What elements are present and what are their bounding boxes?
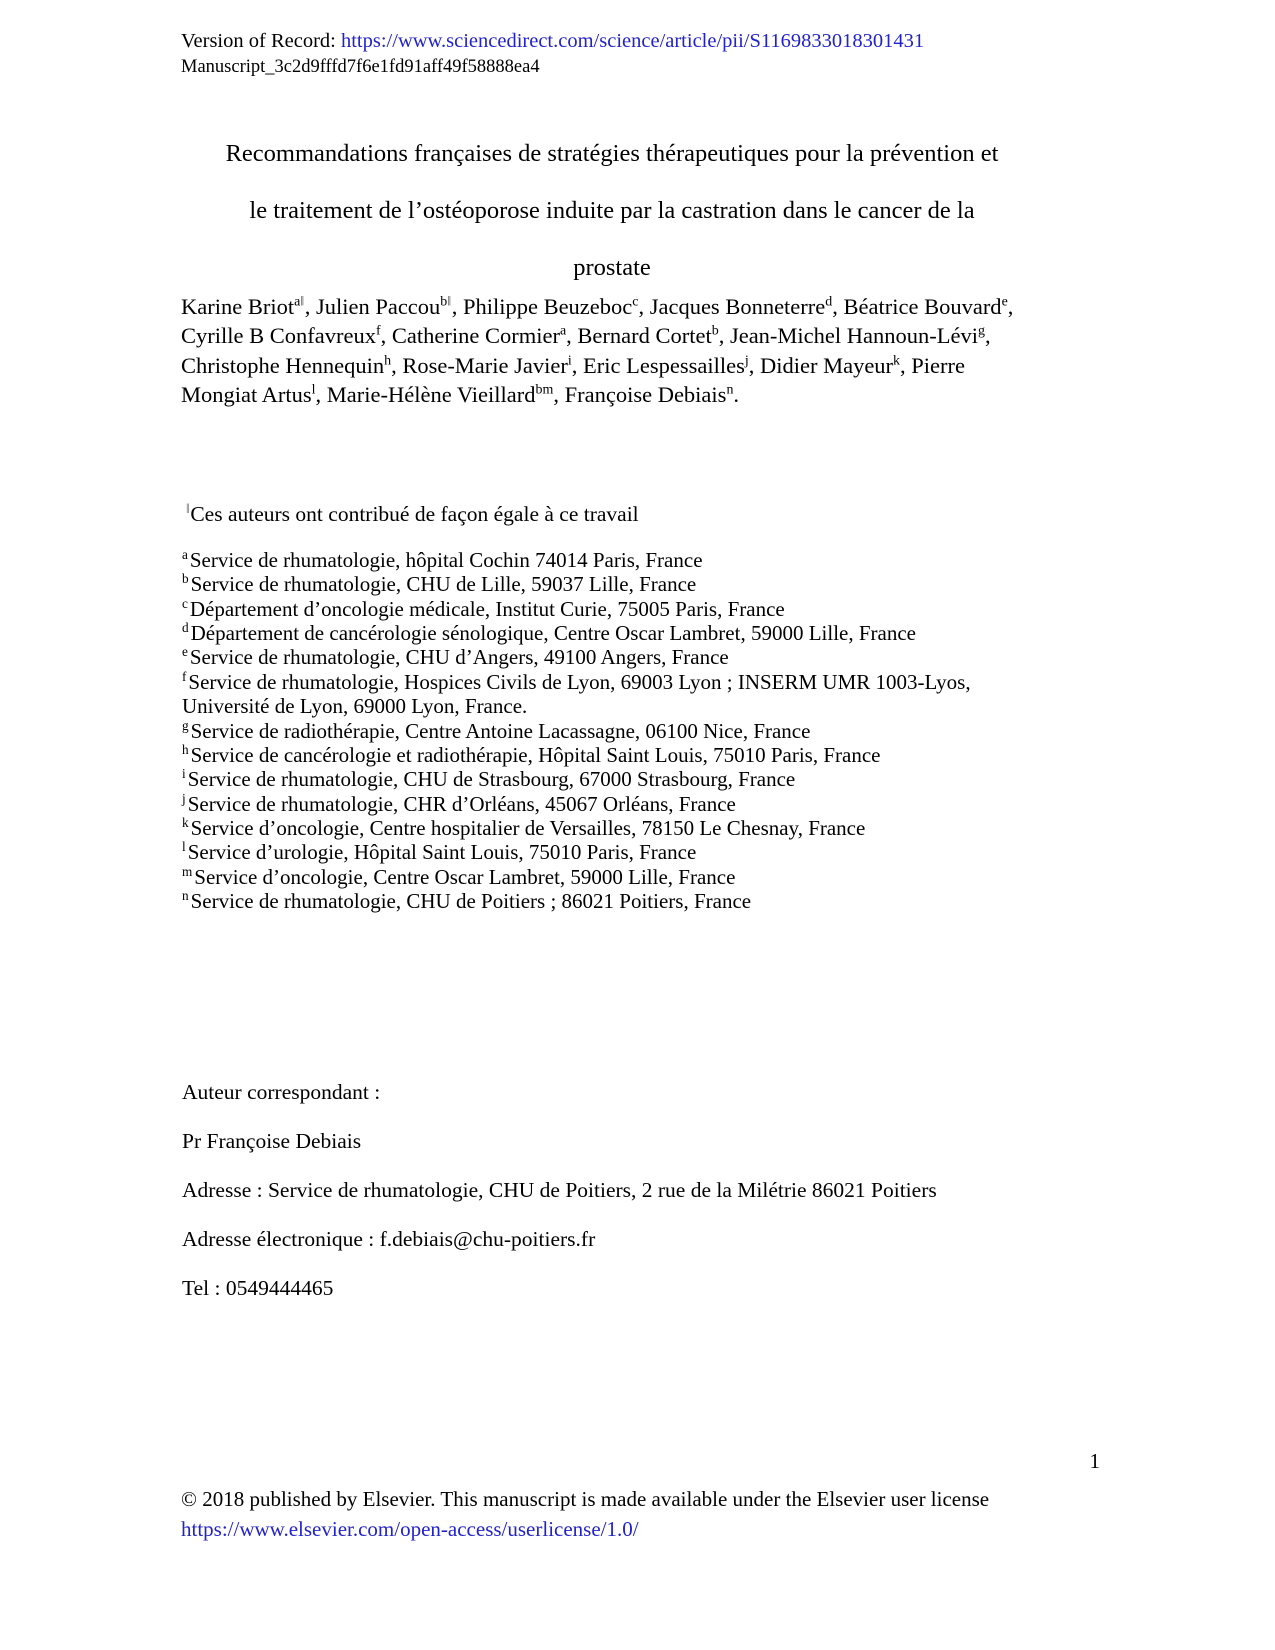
author-equal-contribution-marker: ‖: [300, 294, 305, 310]
corresponding-author-heading: Auteur correspondant :: [182, 1080, 381, 1104]
affiliation-text: Service de rhumatologie, CHU de Lille, 59037 Lille, France: [190, 572, 697, 597]
author-separator: ,: [553, 382, 565, 408]
author-entry: [316, 294, 463, 319]
author-separator: ,: [748, 352, 760, 378]
affiliation-key: k: [182, 814, 189, 830]
author-affiliation-marker: bm: [535, 382, 554, 398]
author-separator: ,: [718, 323, 730, 349]
affiliation-item: [182, 572, 1062, 596]
author-affiliation-marker: e: [1001, 294, 1008, 310]
author-separator: ,: [832, 294, 844, 319]
footer: [181, 1485, 1121, 1545]
author-separator: ,: [571, 352, 584, 378]
author-affiliation-marker: i: [567, 353, 572, 369]
equal-contribution-mark: ‖: [186, 500, 191, 516]
author-affiliation-marker: g: [978, 323, 985, 339]
author-separator: ,: [391, 352, 403, 378]
author-name: Pierre Mongiat Artus: [181, 352, 965, 408]
author-affiliation-marker: a: [294, 294, 301, 310]
affiliation-item: [182, 719, 1062, 743]
affiliation-item: [182, 548, 1062, 572]
author-entry: [844, 294, 1014, 319]
author-name: Philippe Beuzeboc: [462, 294, 633, 319]
affiliation-item: [182, 816, 1062, 840]
title-line-3: prostate: [573, 253, 651, 281]
author-entry: [583, 353, 760, 378]
affiliation-text: Service de rhumatologie, hôpital Cochin 74014 Paris, France: [189, 548, 703, 572]
footer-copyright: © 2018 published by Elsevier. This manuscript is made available under the Elsevier user license: [181, 1487, 990, 1511]
author-entry: [402, 353, 583, 378]
author-entry: [327, 382, 565, 407]
affiliation-text: Département d’oncologie médicale, Institut Curie, 75005 Paris, France: [189, 596, 785, 621]
affiliation-text: Service d’oncologie, Centre hospitalier de Versailles, 78150 Le Chesnay, France: [190, 815, 866, 840]
author-name: Catherine Cormier: [391, 323, 560, 349]
corresponding-author-email: Adresse électronique : f.debiais@chu-poitiers.fr: [182, 1227, 596, 1251]
author-entry: [392, 323, 578, 348]
author-separator: ,: [1007, 294, 1014, 319]
author-name: Karine Briot: [181, 294, 295, 319]
title-line-2: le traitement de l’ostéoporose induite par la castration dans le cancer de la: [249, 196, 975, 224]
affiliation-item: [182, 767, 1062, 791]
affiliation-item: [182, 621, 1062, 645]
author-equal-contribution-marker: ‖: [447, 294, 452, 310]
author-name: Rose-Marie Javier: [402, 352, 568, 378]
author-affiliation-marker: h: [384, 353, 392, 369]
author-name: Didier Mayeur: [759, 352, 894, 378]
affiliation-key: c: [182, 595, 188, 611]
page-number: 1: [1089, 1449, 1100, 1473]
author-separator: ,: [451, 294, 463, 319]
affiliation-key: m: [182, 863, 193, 879]
author-entry: [463, 294, 650, 319]
author-list: [181, 292, 1041, 410]
author-affiliation-marker: n: [726, 382, 734, 398]
affiliation-key: b: [182, 571, 189, 587]
author-affiliation-marker: j: [744, 353, 749, 369]
author-name: Marie-Hélène Vieillard: [326, 382, 536, 408]
affiliation-item: [182, 670, 1062, 719]
version-of-record-line: [181, 28, 1111, 55]
author-name: Julien Paccou: [315, 294, 441, 319]
author-affiliation-marker: d: [825, 294, 833, 310]
author-separator: ,: [380, 323, 392, 349]
affiliation-item: [182, 840, 1062, 864]
title-line-1: Recommandations françaises de stratégies thérapeutiques pour la prévention et: [225, 140, 999, 167]
affiliation-item: [182, 889, 1062, 913]
affiliation-text: Service de rhumatologie, CHR d’Orléans, 45067 Orléans, France: [187, 791, 736, 816]
author-entry: [565, 382, 739, 407]
affiliation-text: Service de rhumatologie, CHU de Poitiers ; 86021 Poitiers, France: [190, 889, 752, 914]
affiliation-text: Département de cancérologie sénologique, Centre Oscar Lambret, 59000 Lille, France: [190, 621, 916, 646]
corresponding-author-address: Adresse : Service de rhumatologie, CHU de Poitiers, 2 rue de la Milétrie 86021 Poitiers: [182, 1178, 937, 1202]
affiliation-list: [182, 548, 1062, 913]
author-entry: [181, 353, 402, 378]
affiliation-key: j: [182, 790, 186, 806]
author-separator: ,: [315, 382, 327, 408]
footer-license-link[interactable]: https://www.elsevier.com/open-access/userlicense/1.0/: [181, 1516, 639, 1541]
corresponding-author-name: Pr Françoise Debiais: [182, 1129, 362, 1153]
page-title: [183, 126, 1041, 296]
author-affiliation-marker: c: [632, 294, 639, 310]
author-name: Jacques Bonneterre: [649, 294, 826, 319]
author-separator: ,: [638, 294, 650, 319]
author-separator: ,: [566, 323, 578, 349]
author-name: Béatrice Bouvard: [843, 294, 1002, 319]
author-affiliation-marker: b: [440, 294, 448, 310]
affiliation-text: Service de rhumatologie, CHU de Strasbourg, 67000 Strasbourg, France: [187, 767, 796, 792]
author-affiliation-marker: k: [893, 353, 901, 369]
manuscript-id: Manuscript_3c2d9fffd7f6e1fd91aff49f58888ea4: [181, 57, 540, 78]
author-separator: ,: [984, 323, 991, 349]
author-name: Jean-Michel Hannoun-Lévi: [729, 323, 978, 349]
author-separator: ,: [900, 352, 912, 378]
affiliation-key: d: [182, 620, 189, 636]
affiliation-text: Service de radiothérapie, Centre Antoine Lacassagne, 06100 Nice, France: [190, 718, 811, 743]
author-entry: [730, 323, 991, 348]
author-affiliation-marker: b: [711, 323, 719, 339]
author-name: Cyrille B Confavreux: [181, 323, 376, 349]
affiliation-text: Service d’urologie, Hôpital Saint Louis, 75010 Paris, France: [187, 840, 697, 865]
affiliation-item: [182, 645, 1062, 669]
affiliation-text: Service de rhumatologie, CHU d’Angers, 49100 Angers, France: [189, 645, 729, 670]
affiliation-item: [182, 597, 1062, 621]
equal-contribution-note: [186, 501, 886, 529]
affiliation-item: [182, 743, 1062, 767]
equal-contribution-text: Ces auteurs ont contribué de façon égale à ce travail: [190, 502, 639, 526]
author-name: Eric Lespessailles: [583, 352, 745, 378]
author-affiliation-marker: a: [559, 323, 567, 339]
affiliation-key: e: [182, 644, 188, 660]
author-name: Bernard Cortet: [577, 323, 712, 349]
affiliation-key: l: [182, 839, 186, 855]
author-separator: ,: [304, 294, 316, 319]
corresponding-author-block: [182, 1080, 1062, 1301]
affiliation-text: Service d’oncologie, Centre Oscar Lambret, 59000 Lille, France: [194, 864, 736, 889]
affiliation-key: i: [182, 766, 186, 782]
affiliation-key: f: [182, 668, 187, 684]
provenance-header: [181, 28, 1111, 80]
affiliation-text: Service de cancérologie et radiothérapie, Hôpital Saint Louis, 75010 Paris, France: [190, 742, 881, 767]
author-name: Christophe Hennequin: [181, 352, 385, 378]
author-entry: [650, 294, 844, 319]
version-of-record-link[interactable]: https://www.sciencedirect.com/science/article/pii/S1169833018301431: [340, 30, 925, 52]
author-entry: [577, 323, 730, 348]
affiliation-key: h: [182, 741, 189, 757]
affiliation-key: n: [182, 888, 189, 904]
affiliation-text: Service de rhumatologie, Hospices Civils de Lyon, 69003 Lyon ; INSERM UMR 1003-Lyos, Université de Lyon, 69000 Lyon, France.: [182, 669, 971, 719]
author-separator: .: [733, 382, 740, 408]
affiliation-item: [182, 865, 1062, 889]
author-name: Françoise Debiais: [564, 382, 727, 408]
affiliation-item: [182, 792, 1062, 816]
affiliation-key: a: [182, 547, 188, 562]
version-of-record-label: Version of Record:: [181, 30, 336, 52]
affiliation-key: g: [182, 717, 189, 733]
author-entry: [181, 323, 392, 348]
author-entry: [760, 353, 911, 378]
author-affiliation-marker: f: [375, 323, 381, 339]
corresponding-author-phone: Tel : 0549444465: [182, 1276, 334, 1300]
author-entry: [181, 294, 316, 319]
author-affiliation-marker: l: [311, 382, 316, 398]
